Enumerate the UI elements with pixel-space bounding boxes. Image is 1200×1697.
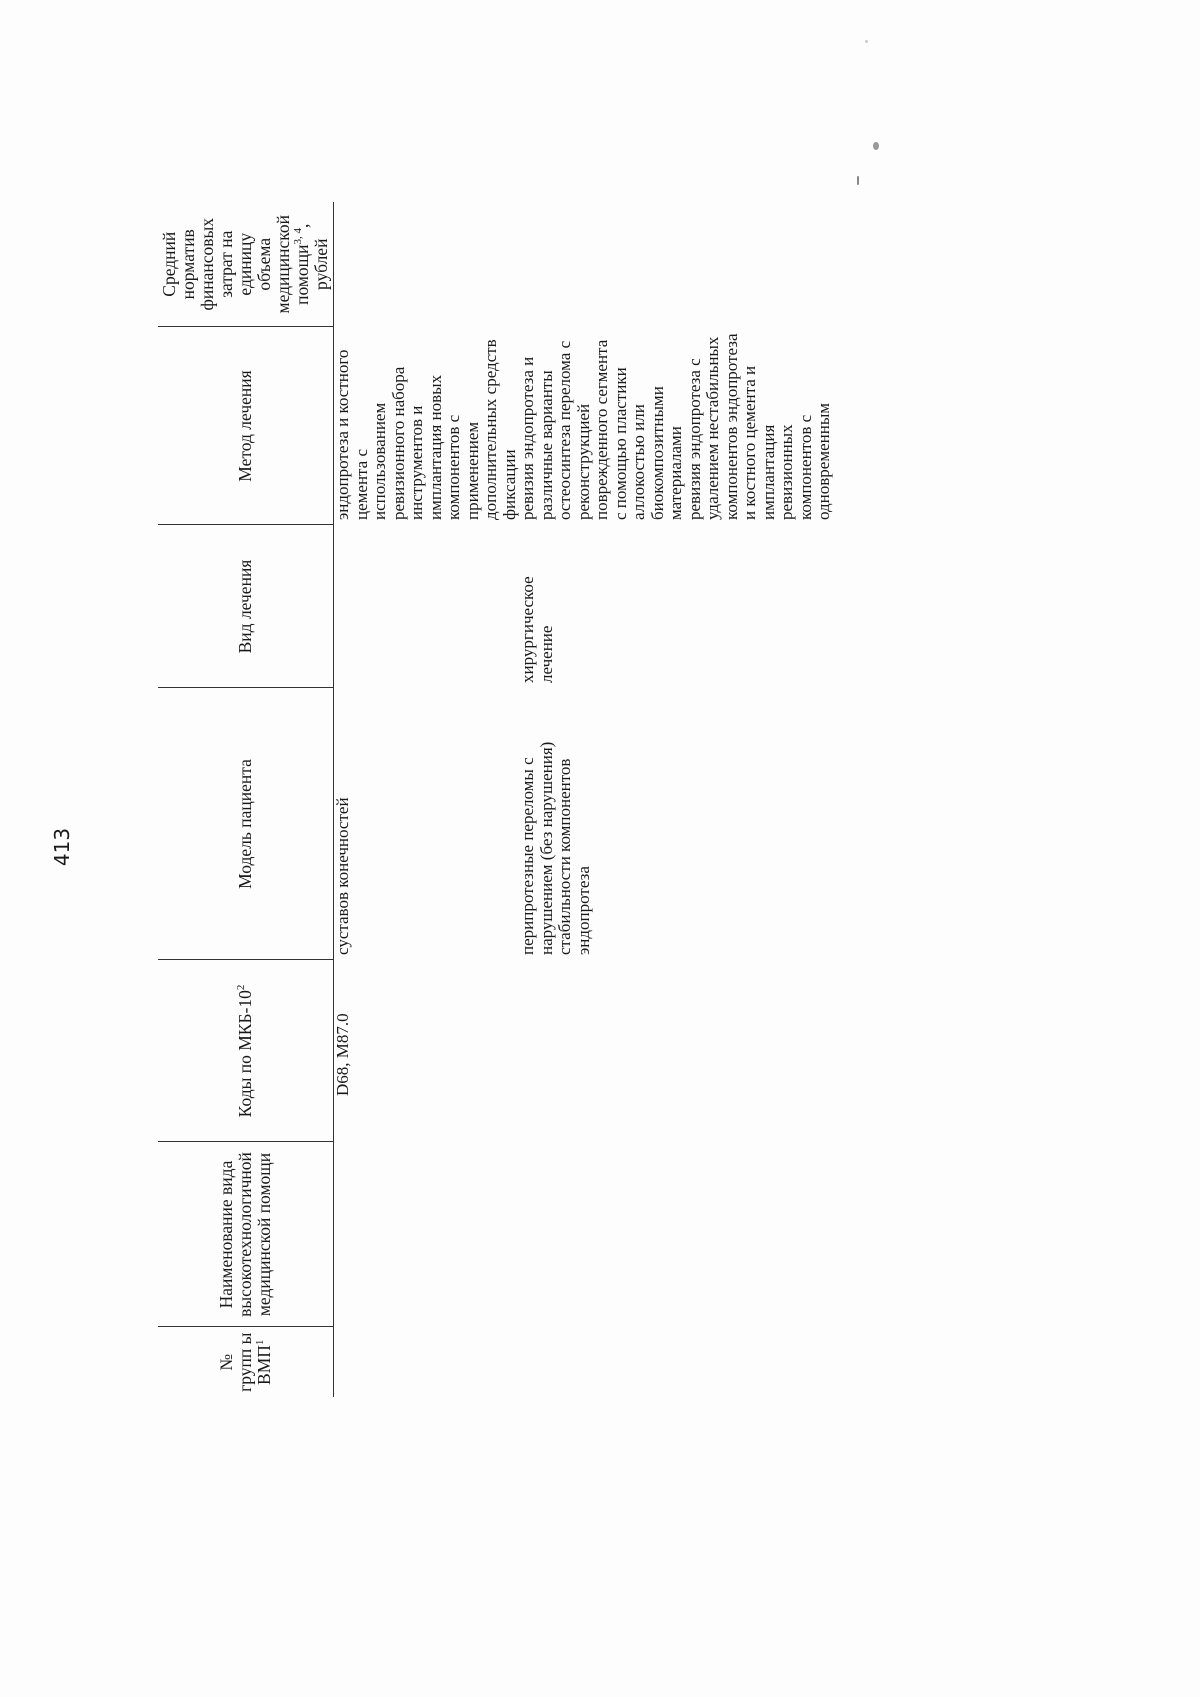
vmp-table — [158, 202, 834, 1397]
cell-model: суставов конечностей — [333, 797, 352, 955]
cell-treatment-type — [334, 525, 520, 688]
cell-codes: D68, M87.0 — [333, 1013, 352, 1096]
scan-speck — [857, 176, 859, 185]
header-name: Наименование вида высокотехнологичной медицинской помощи — [158, 1142, 334, 1327]
header-model: Модель пациента — [158, 688, 334, 960]
cell-method: ревизия эндопротеза и различные варианты остеосинтеза перелома с реконструкцией поврежденного сегмента с помощью пластики аллокостью или биокомпозитными материалами — [518, 339, 685, 520]
cell-name — [519, 1142, 686, 1327]
header-cost: Средний норматив финансовых затрат на единицу объема медицинской помощи$^{3, 4}$, рублей — [158, 202, 334, 327]
cell-cost — [686, 202, 834, 327]
table-row — [334, 202, 520, 1397]
cell-cost — [519, 202, 686, 327]
header-method: Метод лечения — [158, 327, 334, 525]
page-number: 413 — [50, 827, 74, 867]
cell-treatment-type: хирургическое лечение — [518, 576, 556, 683]
cell-codes — [686, 960, 834, 1142]
table-row — [519, 202, 686, 1397]
scan-speck — [873, 142, 879, 150]
table-row — [686, 202, 834, 1397]
cell-codes — [519, 960, 686, 1142]
cell-method: эндопротеза и костного цемента с использованием ревизионного набора инструментов и имплантация новых компонентов с применением дополнительных средств фиксации — [333, 339, 519, 520]
cell-name — [686, 1142, 834, 1327]
cell-group-no — [686, 1327, 834, 1397]
cell-cost — [334, 202, 520, 327]
cell-group-no — [519, 1327, 686, 1397]
cell-treatment-type — [686, 525, 834, 688]
header-treatment-type: Вид лечения — [158, 525, 334, 688]
cell-method: ревизия эндопротеза с удалением нестабильных компонентов эндопротеза и костного цемента и имплантация ревизионных компонентов с одновременным — [684, 333, 833, 520]
header-group-no: № групп ы ВМП$^1$ — [158, 1327, 334, 1397]
header-codes: Коды по МКБ-$10^2$ — [158, 960, 334, 1142]
cell-name — [334, 1142, 520, 1327]
table-header-row — [158, 202, 334, 1397]
cell-group-no — [334, 1327, 520, 1397]
cell-model — [686, 688, 834, 960]
cell-model: перипротезные переломы с нарушением (без нарушения) стабильности компонентов эндопротеза — [518, 741, 593, 955]
scan-speck — [865, 40, 868, 43]
